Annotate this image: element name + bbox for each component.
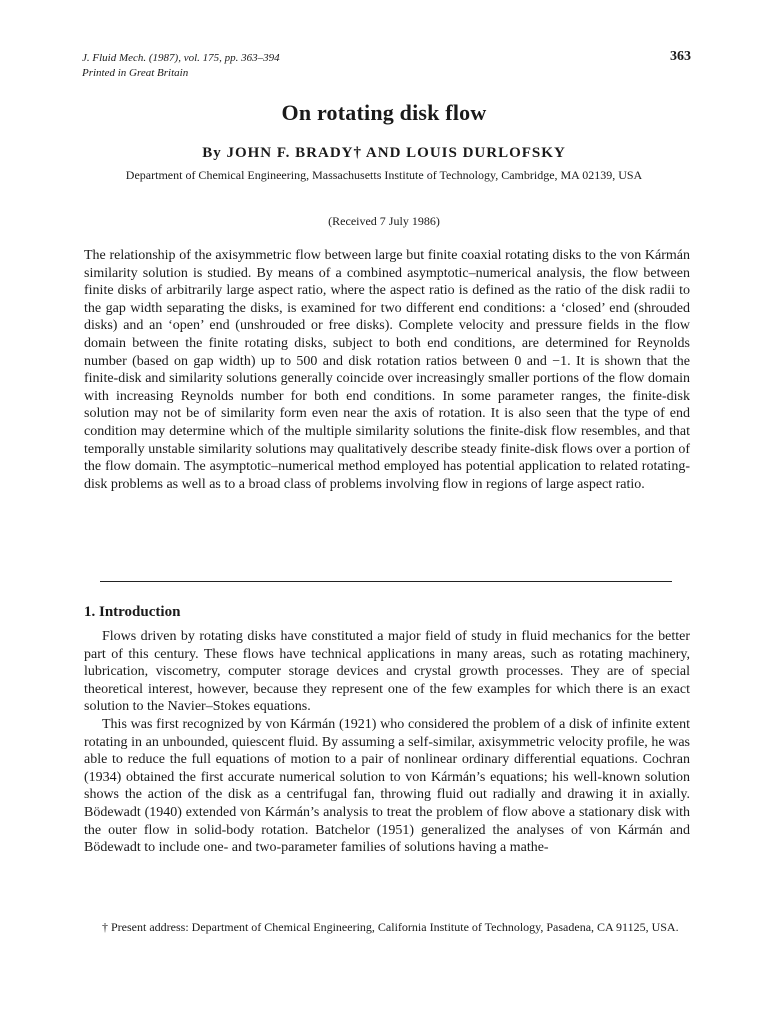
article-title: On rotating disk flow bbox=[281, 100, 487, 125]
section-divider bbox=[100, 581, 672, 582]
printed-in: Printed in Great Britain bbox=[82, 67, 189, 79]
abstract: The relationship of the axisymmetric flow between large but finite coaxial rotating disks to the von Kármán similarity solution is studied. By means of a combined asymptotic–numerical analysis, the flow between finite disks of arbitrarily large aspect ratio, where the aspect ratio is defined as the ratio of the disk radii to the gap width separating the disks, is examined for two different end conditions: a ‘closed’ end (shrouded disks) and an ‘open’ end (unshrouded or free disks). Complete velocity and pressure fields in the flow domain between the finite rotating disks, subject to both end conditions, are determined for Reynolds number (based on gap width) up to 500 and disk rotation ratios between 0 and −1. It is shown that the finite-disk and similarity solutions generally coincide over increasingly smaller portions of the flow domain with increasing Reynolds number for both end conditions. In some parameter ranges, the finite-disk solution may not be of similarity form even near the axis of rotation. It is also seen that the type of end condition may determine which of the multiple similarity solutions the finite-disk flow resembles, and that temporally unstable similarity solutions may qualitatively describe steady finite-disk flows over a portion of the flow domain. The asymptotic–numerical method employed has potential application to related rotating-disk problems as well as to a broad class of problems involving flow in regions of large aspect ratio. bbox=[84, 248, 690, 492]
authors: By JOHN F. BRADY† AND LOUIS DURLOFSKY bbox=[202, 145, 566, 161]
footnote: † Present address: Department of Chemical Engineering, California Institute of Technology, Pasadena, CA 91125, USA. bbox=[102, 920, 679, 934]
page-number: 363 bbox=[670, 49, 691, 64]
journal-reference bbox=[82, 51, 280, 81]
journal-citation: J. Fluid Mech. (1987), vol. 175, pp. 363–394 bbox=[82, 52, 280, 64]
section-heading: 1. Introduction bbox=[84, 604, 181, 620]
affiliation: Department of Chemical Engineering, Massachusetts Institute of Technology, Cambridge, MA 02139, USA bbox=[125, 168, 643, 182]
introduction-body bbox=[84, 628, 690, 857]
paragraph: Flows driven by rotating disks have constituted a major field of study in fluid mechanics for the better part of this century. These flows have technical applications in many areas, such as rotating machinery, lubrication, viscometry, computer storage devices and crystal growth processes. They are of special theoretical interest, however, because they represent one of the few examples for which there is an exact solution to the Navier–Stokes equations. bbox=[84, 629, 690, 715]
received-date: (Received 7 July 1986) bbox=[328, 214, 440, 228]
paragraph: This was first recognized by von Kármán (1921) who considered the problem of a disk of infinite extent rotating in an unbounded, quiescent fluid. By assuming a self-similar, axisymmetric velocity profile, he was able to reduce the full equations of motion to a pair of nonlinear ordinary differential equations. Cochran (1934) obtained the first accurate numerical solution to von Kármán’s equations; his well-known solution shows the action of the disk as a centrifugal fan, throwing fluid out radially and drawing it in axially. Bödewadt (1940) extended von Kármán’s analysis to treat the problem of flow above a stationary disk with the outer flow in solid-body rotation. Batchelor (1951) generalized the analyses of von Kármán and Bödewadt to include one- and two-parameter families of solutions having a mathe- bbox=[84, 716, 690, 856]
